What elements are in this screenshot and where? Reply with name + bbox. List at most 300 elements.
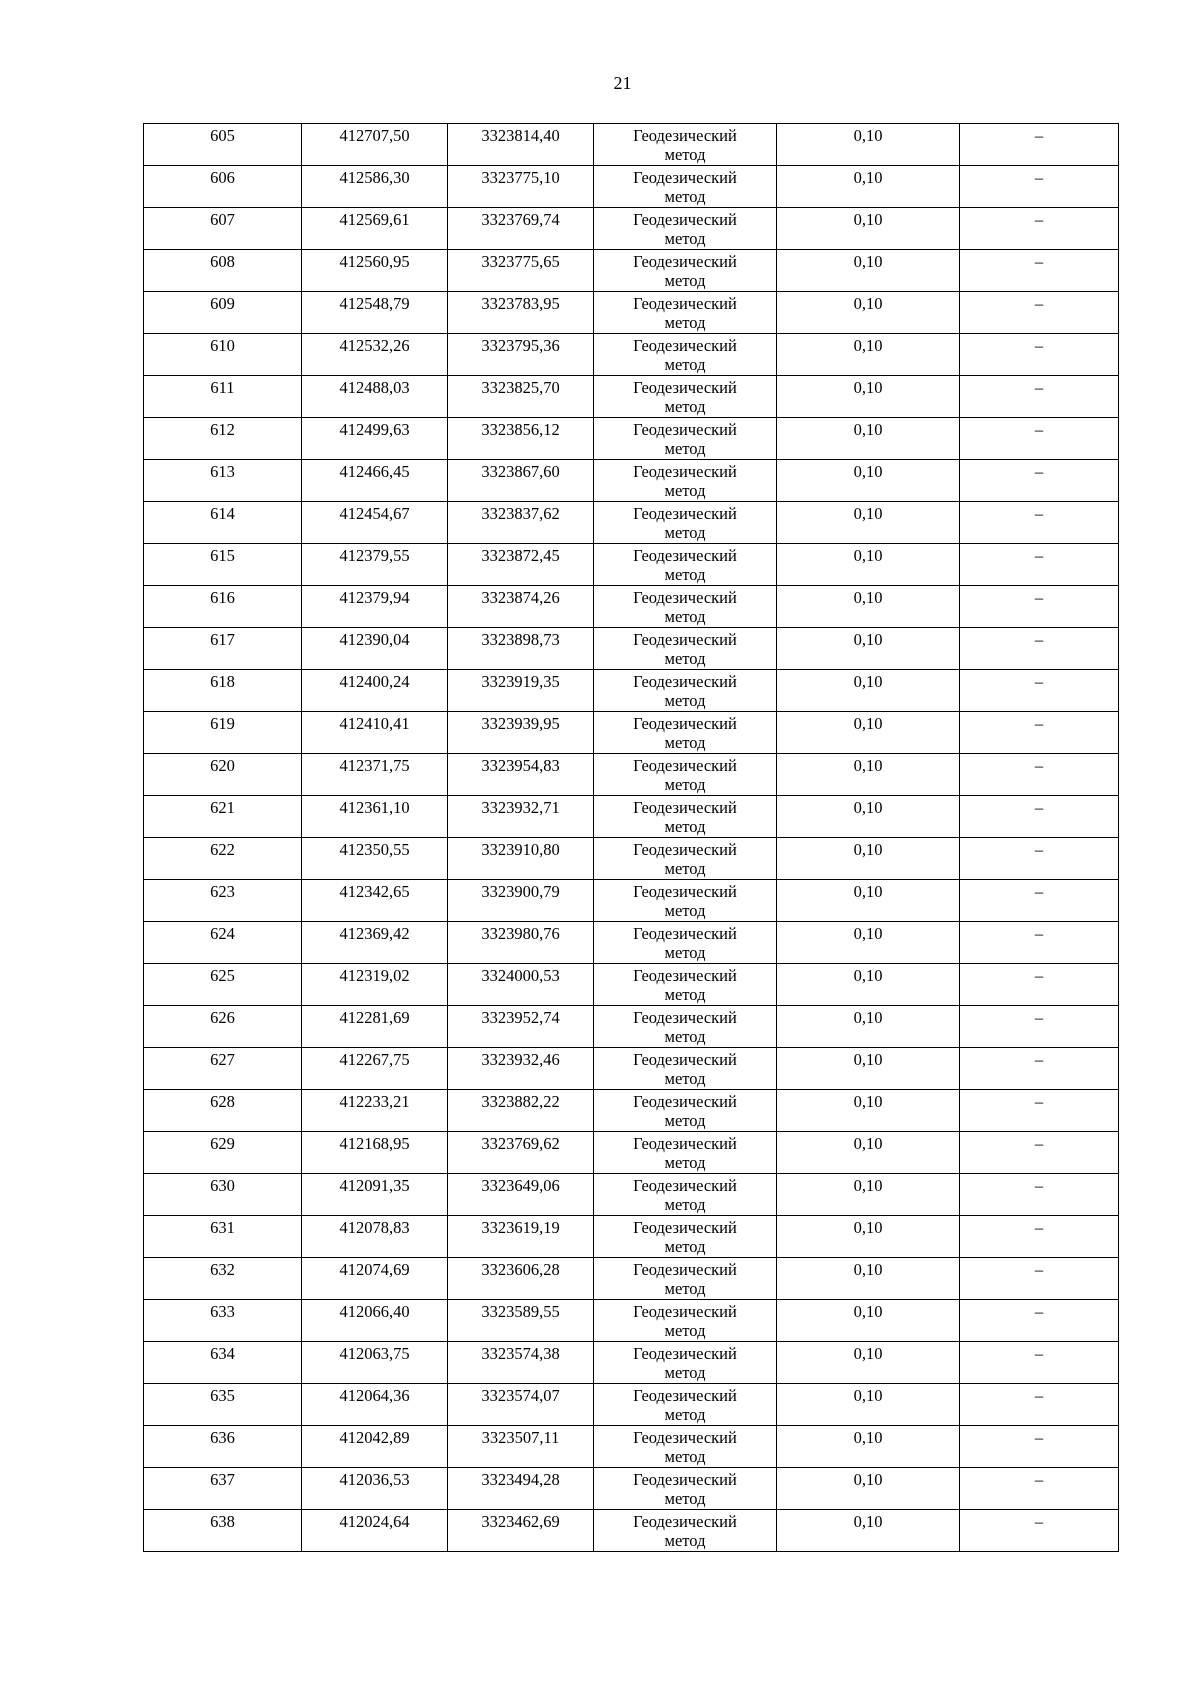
accuracy-cell [777,124,960,166]
description-text: – [1034,168,1044,187]
point-number-cell [144,544,302,586]
point-number-cell [144,250,302,292]
y-coordinate-cell [448,250,594,292]
method-cell [594,418,777,460]
method-cell [594,292,777,334]
x-coordinate-cell [302,880,448,922]
y-coordinate-text: 3323775,10 [481,168,560,187]
point-number-text: 617 [210,630,235,649]
method-cell [594,1258,777,1300]
method-text [594,1342,776,1383]
point-number-cell [144,208,302,250]
method-cell [594,502,777,544]
point-number-cell [144,292,302,334]
method-line1: Геодезический [633,546,737,565]
description-cell [960,754,1119,796]
method-text [594,628,776,669]
accuracy-cell [777,292,960,334]
point-number-text: 630 [210,1176,235,1195]
point-number-cell [144,1216,302,1258]
point-number-text: 626 [210,1008,235,1027]
description-text: – [1034,462,1044,481]
method-text [594,376,776,417]
description-cell [960,1342,1119,1384]
accuracy-text: 0,10 [853,840,883,859]
x-coordinate-text: 412532,26 [339,336,410,355]
method-text [594,880,776,921]
description-cell [960,1090,1119,1132]
accuracy-cell [777,712,960,754]
method-line1: Геодезический [633,1386,737,1405]
accuracy-text: 0,10 [853,378,883,397]
point-number-cell [144,1258,302,1300]
x-coordinate-text: 412350,55 [339,840,410,859]
method-line1: Геодезический [633,672,737,691]
y-coordinate-cell [448,502,594,544]
y-coordinate-text: 3323574,38 [481,1344,560,1363]
accuracy-text: 0,10 [853,672,883,691]
accuracy-text: 0,10 [853,126,883,145]
description-cell [960,1384,1119,1426]
method-line2: метод [664,1069,706,1088]
description-cell [960,1132,1119,1174]
point-number-cell [144,1426,302,1468]
x-coordinate-text: 412390,04 [339,630,410,649]
y-coordinate-cell [448,1048,594,1090]
y-coordinate-text: 3323589,55 [481,1302,560,1321]
x-coordinate-text: 412488,03 [339,378,410,397]
table-row [144,460,1119,502]
method-text [594,334,776,375]
y-coordinate-cell [448,880,594,922]
x-coordinate-cell [302,1510,448,1552]
description-text: – [1034,1008,1044,1027]
accuracy-text: 0,10 [853,1386,883,1405]
x-coordinate-cell [302,838,448,880]
method-text [594,922,776,963]
accuracy-text: 0,10 [853,1512,883,1531]
y-coordinate-cell [448,544,594,586]
description-text: – [1034,672,1044,691]
accuracy-cell [777,166,960,208]
method-cell [594,1426,777,1468]
x-coordinate-text: 412064,36 [339,1386,410,1405]
x-coordinate-cell [302,1468,448,1510]
description-text: – [1034,1428,1044,1447]
method-line2: метод [664,313,706,332]
table-row [144,292,1119,334]
y-coordinate-text: 3323649,06 [481,1176,560,1195]
table-row [144,1258,1119,1300]
accuracy-cell [777,1006,960,1048]
x-coordinate-text: 412586,30 [339,168,410,187]
point-number-text: 611 [210,378,235,397]
point-number-cell [144,418,302,460]
method-line2: метод [664,1363,706,1382]
accuracy-cell [777,1300,960,1342]
description-text: – [1034,1092,1044,1111]
method-line2: метод [664,229,706,248]
coordinates-table-body [144,124,1119,1552]
method-cell [594,1132,777,1174]
method-line2: метод [664,1111,706,1130]
method-line2: метод [664,1237,706,1256]
description-cell [960,628,1119,670]
description-cell [960,1216,1119,1258]
table-row [144,1006,1119,1048]
method-cell [594,1006,777,1048]
table-row [144,208,1119,250]
table-row [144,418,1119,460]
x-coordinate-cell [302,166,448,208]
point-number-cell [144,754,302,796]
accuracy-text: 0,10 [853,756,883,775]
point-number-cell [144,1510,302,1552]
table-row [144,922,1119,964]
method-cell [594,628,777,670]
accuracy-cell [777,376,960,418]
accuracy-text: 0,10 [853,966,883,985]
y-coordinate-cell [448,712,594,754]
method-text [594,1132,776,1173]
description-cell [960,124,1119,166]
method-cell [594,922,777,964]
method-text [594,166,776,207]
accuracy-cell [777,1258,960,1300]
method-cell [594,1216,777,1258]
description-cell [960,250,1119,292]
accuracy-cell [777,1426,960,1468]
x-coordinate-cell [302,1300,448,1342]
method-text [594,250,776,291]
description-text: – [1034,126,1044,145]
table-row [144,376,1119,418]
method-cell [594,166,777,208]
x-coordinate-text: 412560,95 [339,252,410,271]
description-cell [960,502,1119,544]
method-line2: метод [664,187,706,206]
table-row [144,1426,1119,1468]
y-coordinate-cell [448,1132,594,1174]
method-cell [594,544,777,586]
method-line1: Геодезический [633,1260,737,1279]
y-coordinate-text: 3323867,60 [481,462,560,481]
point-number-text: 610 [210,336,235,355]
x-coordinate-cell [302,124,448,166]
y-coordinate-text: 3323783,95 [481,294,560,313]
accuracy-cell [777,1048,960,1090]
point-number-text: 628 [210,1092,235,1111]
description-text: – [1034,1218,1044,1237]
x-coordinate-cell [302,334,448,376]
x-coordinate-cell [302,964,448,1006]
y-coordinate-text: 3323952,74 [481,1008,560,1027]
method-cell [594,796,777,838]
accuracy-cell [777,670,960,712]
method-line1: Геодезический [633,336,737,355]
table-row [144,754,1119,796]
y-coordinate-cell [448,670,594,712]
table-row [144,1384,1119,1426]
accuracy-text: 0,10 [853,924,883,943]
x-coordinate-text: 412267,75 [339,1050,410,1069]
point-number-text: 625 [210,966,235,985]
point-number-text: 638 [210,1512,235,1531]
x-coordinate-text: 412042,89 [339,1428,410,1447]
x-coordinate-text: 412342,65 [339,882,410,901]
method-cell [594,250,777,292]
accuracy-text: 0,10 [853,1302,883,1321]
method-line1: Геодезический [633,1050,737,1069]
description-cell [960,670,1119,712]
y-coordinate-cell [448,628,594,670]
x-coordinate-cell [302,292,448,334]
method-text [594,1048,776,1089]
method-line1: Геодезический [633,714,737,733]
table-row [144,1468,1119,1510]
description-text: – [1034,252,1044,271]
y-coordinate-text: 3323980,76 [481,924,560,943]
method-cell [594,1510,777,1552]
method-line2: метод [664,1405,706,1424]
x-coordinate-text: 412281,69 [339,1008,410,1027]
method-cell [594,1342,777,1384]
method-text [594,1006,776,1047]
table-row [144,838,1119,880]
point-number-text: 623 [210,882,235,901]
x-coordinate-cell [302,502,448,544]
table-row [144,1090,1119,1132]
table-row [144,712,1119,754]
point-number-text: 627 [210,1050,235,1069]
accuracy-cell [777,1468,960,1510]
accuracy-text: 0,10 [853,336,883,355]
point-number-text: 614 [210,504,235,523]
method-cell [594,1300,777,1342]
point-number-cell [144,838,302,880]
accuracy-text: 0,10 [853,588,883,607]
table-row [144,670,1119,712]
y-coordinate-cell [448,1342,594,1384]
accuracy-cell [777,1090,960,1132]
y-coordinate-cell [448,838,594,880]
point-number-cell [144,796,302,838]
description-cell [960,292,1119,334]
description-text: – [1034,420,1044,439]
accuracy-text: 0,10 [853,798,883,817]
method-text [594,1300,776,1341]
method-line1: Геодезический [633,1176,737,1195]
point-number-text: 636 [210,1428,235,1447]
x-coordinate-cell [302,544,448,586]
point-number-text: 605 [210,126,235,145]
x-coordinate-cell [302,1006,448,1048]
y-coordinate-cell [448,334,594,376]
y-coordinate-text: 3323507,11 [481,1428,560,1447]
method-line1: Геодезический [633,294,737,313]
y-coordinate-text: 3323874,26 [481,588,560,607]
method-line2: метод [664,901,706,920]
y-coordinate-text: 3323769,62 [481,1134,560,1153]
y-coordinate-text: 3323882,22 [481,1092,560,1111]
x-coordinate-text: 412569,61 [339,210,410,229]
point-number-cell [144,1174,302,1216]
description-text: – [1034,1386,1044,1405]
accuracy-text: 0,10 [853,1344,883,1363]
description-text: – [1034,1302,1044,1321]
accuracy-cell [777,1342,960,1384]
method-line2: метод [664,1195,706,1214]
y-coordinate-cell [448,1426,594,1468]
accuracy-cell [777,208,960,250]
method-line1: Геодезический [633,1512,737,1531]
description-cell [960,880,1119,922]
y-coordinate-cell [448,754,594,796]
method-line1: Геодезический [633,1008,737,1027]
point-number-cell [144,460,302,502]
method-text [594,1258,776,1299]
x-coordinate-text: 412410,41 [339,714,410,733]
point-number-cell [144,124,302,166]
y-coordinate-text: 3323837,62 [481,504,560,523]
description-text: – [1034,1512,1044,1531]
method-text [594,544,776,585]
accuracy-cell [777,544,960,586]
point-number-text: 629 [210,1134,235,1153]
description-cell [960,1468,1119,1510]
accuracy-text: 0,10 [853,546,883,565]
point-number-text: 633 [210,1302,235,1321]
point-number-cell [144,670,302,712]
table-row [144,124,1119,166]
method-line1: Геодезический [633,210,737,229]
y-coordinate-cell [448,460,594,502]
method-line2: метод [664,733,706,752]
y-coordinate-cell [448,796,594,838]
method-line2: метод [664,1321,706,1340]
method-cell [594,460,777,502]
y-coordinate-cell [448,1468,594,1510]
x-coordinate-text: 412361,10 [339,798,410,817]
accuracy-cell [777,1216,960,1258]
method-line1: Геодезический [633,126,737,145]
y-coordinate-cell [448,586,594,628]
y-coordinate-cell [448,922,594,964]
point-number-cell [144,1468,302,1510]
method-line1: Геодезический [633,1428,737,1447]
method-line1: Геодезический [633,630,737,649]
y-coordinate-text: 3323898,73 [481,630,560,649]
method-cell [594,586,777,628]
method-line1: Геодезический [633,1092,737,1111]
point-number-text: 631 [210,1218,235,1237]
y-coordinate-text: 3323932,46 [481,1050,560,1069]
method-text [594,1426,776,1467]
method-line2: метод [664,607,706,626]
method-line2: метод [664,145,706,164]
y-coordinate-text: 3323856,12 [481,420,560,439]
accuracy-cell [777,628,960,670]
x-coordinate-text: 412379,55 [339,546,410,565]
method-line2: метод [664,691,706,710]
accuracy-text: 0,10 [853,714,883,733]
method-line2: метод [664,271,706,290]
description-cell [960,1300,1119,1342]
point-number-text: 637 [210,1470,235,1489]
description-cell [960,460,1119,502]
y-coordinate-cell [448,292,594,334]
method-cell [594,964,777,1006]
method-cell [594,1048,777,1090]
y-coordinate-cell [448,964,594,1006]
description-cell [960,586,1119,628]
description-cell [960,964,1119,1006]
method-text [594,1090,776,1131]
description-cell [960,1510,1119,1552]
description-text: – [1034,630,1044,649]
accuracy-cell [777,922,960,964]
method-cell [594,670,777,712]
method-line2: метод [664,565,706,584]
method-text [594,208,776,249]
table-row [144,334,1119,376]
description-text: – [1034,1470,1044,1489]
accuracy-text: 0,10 [853,1092,883,1111]
description-text: – [1034,504,1044,523]
point-number-text: 618 [210,672,235,691]
point-number-text: 622 [210,840,235,859]
method-cell [594,124,777,166]
y-coordinate-text: 3323775,65 [481,252,560,271]
point-number-cell [144,1342,302,1384]
method-line2: метод [664,1153,706,1172]
method-line1: Геодезический [633,1134,737,1153]
description-cell [960,1006,1119,1048]
x-coordinate-text: 412400,24 [339,672,410,691]
point-number-text: 624 [210,924,235,943]
method-text [594,796,776,837]
accuracy-cell [777,1132,960,1174]
description-cell [960,544,1119,586]
accuracy-text: 0,10 [853,882,883,901]
method-line2: метод [664,1447,706,1466]
x-coordinate-text: 412454,67 [339,504,410,523]
point-number-cell [144,1132,302,1174]
y-coordinate-text: 3323769,74 [481,210,560,229]
x-coordinate-text: 412371,75 [339,756,410,775]
point-number-text: 608 [210,252,235,271]
x-coordinate-text: 412319,02 [339,966,410,985]
method-line2: метод [664,397,706,416]
description-cell [960,208,1119,250]
method-line1: Геодезический [633,1302,737,1321]
description-text: – [1034,546,1044,565]
method-line2: метод [664,859,706,878]
method-line1: Геодезический [633,462,737,481]
method-line1: Геодезический [633,882,737,901]
table-row [144,1216,1119,1258]
table-row [144,1132,1119,1174]
table-row [144,1300,1119,1342]
accuracy-text: 0,10 [853,462,883,481]
description-text: – [1034,840,1044,859]
y-coordinate-text: 3323795,36 [481,336,560,355]
x-coordinate-cell [302,628,448,670]
method-line1: Геодезический [633,378,737,397]
table-row [144,1174,1119,1216]
point-number-text: 609 [210,294,235,313]
x-coordinate-cell [302,418,448,460]
